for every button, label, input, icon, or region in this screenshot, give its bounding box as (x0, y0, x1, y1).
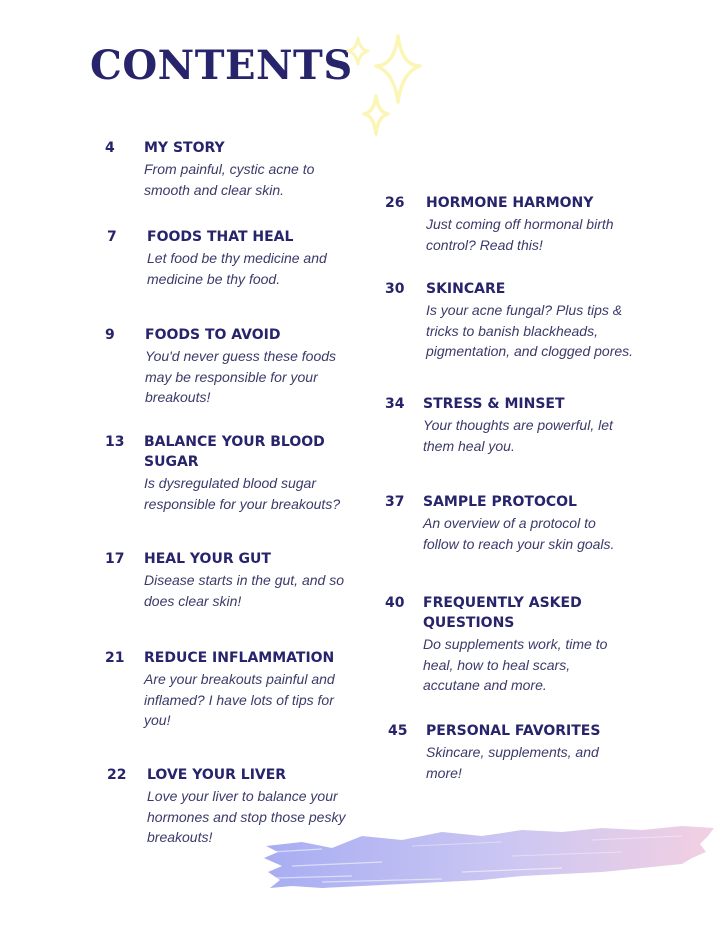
toc-entry-title: REDUCE INFLAMMATION (144, 650, 335, 666)
page-title: CONTENTS (90, 42, 353, 89)
page-number: 37 (385, 494, 405, 510)
toc-entry-title: MY STORY (144, 140, 225, 156)
toc-entry-description: You'd never guess these foods may be responsible for your breakouts! (145, 348, 337, 405)
toc-entry-description: Is your acne fungal? Plus tips & tricks to banish blackheads, pigmentation, and clogged pores. (426, 302, 634, 359)
toc-entry-description: An overview of a protocol to follow to reach your skin goals. (423, 515, 615, 552)
page-number: 17 (105, 551, 125, 567)
page-number: 22 (107, 767, 127, 783)
toc-entry-title: FOODS THAT HEAL (147, 229, 294, 245)
toc-entry-title: FREQUENTLY ASKED QUESTIONS (423, 595, 582, 631)
toc-entry-description: Do supplements work, time to heal, how to heal scars, accutane and more. (423, 636, 608, 693)
toc-entry-body (147, 765, 352, 848)
toc-entry-description: Love your liver to balance your hormones and stop those pesky breakouts! (147, 788, 346, 845)
toc-entry-body (426, 193, 631, 255)
page-number: 45 (388, 723, 408, 739)
toc-entry-description: From painful, cystic acne to smooth and clear skin. (144, 161, 315, 198)
toc-entry-title: LOVE YOUR LIVER (147, 767, 287, 783)
page-number: 4 (105, 140, 115, 156)
toc-entry-title: STRESS & MINSET (423, 396, 565, 412)
toc-entry-description: Are your breakouts painful and inflamed? I have lots of tips for you! (144, 671, 335, 728)
toc-entry-title: SAMPLE PROTOCOL (423, 494, 577, 510)
toc-entry-body (144, 648, 344, 731)
toc-entry-title: FOODS TO AVOID (145, 327, 281, 343)
page-number: 9 (105, 327, 115, 343)
toc-entry-body (144, 432, 349, 514)
page-number: 40 (385, 595, 405, 611)
page-number: 34 (385, 396, 405, 412)
toc-entry-description: Disease starts in the gut, and so does clear skin! (144, 572, 344, 609)
toc-entry-description: Is dysregulated blood sugar responsible for your breakouts? (144, 475, 341, 512)
toc-entry-body (423, 394, 628, 456)
toc-entry-body (423, 492, 628, 554)
sparkle-stars-icon (340, 28, 430, 140)
toc-entry-body (147, 227, 347, 289)
toc-entry-title: PERSONAL FAVORITES (426, 723, 601, 739)
toc-entry-body (423, 593, 623, 696)
page-number: 13 (105, 434, 125, 450)
page-number: 21 (105, 650, 125, 666)
toc-entry-body (145, 325, 340, 408)
toc-entry-title: SKINCARE (426, 281, 506, 297)
toc-entry-title: HORMONE HARMONY (426, 195, 594, 211)
toc-entry-description: Your thoughts are powerful, let them heal you. (423, 417, 613, 454)
toc-entry-body (144, 549, 349, 611)
toc-entry-body (426, 721, 621, 783)
toc-entry-description: Let food be thy medicine and medicine be thy food. (147, 250, 327, 287)
toc-entry-title: HEAL YOUR GUT (144, 551, 271, 567)
toc-entry-title: BALANCE YOUR BLOOD SUGAR (144, 434, 325, 470)
page-number: 26 (385, 195, 405, 211)
toc-entry-description: Just coming off hormonal birth control? Read this! (426, 216, 614, 253)
page-number: 7 (107, 229, 117, 245)
toc-entry-body (144, 138, 344, 200)
page-number: 30 (385, 281, 405, 297)
toc-entry-body (426, 279, 644, 362)
toc-entry-description: Skincare, supplements, and more! (426, 744, 599, 781)
